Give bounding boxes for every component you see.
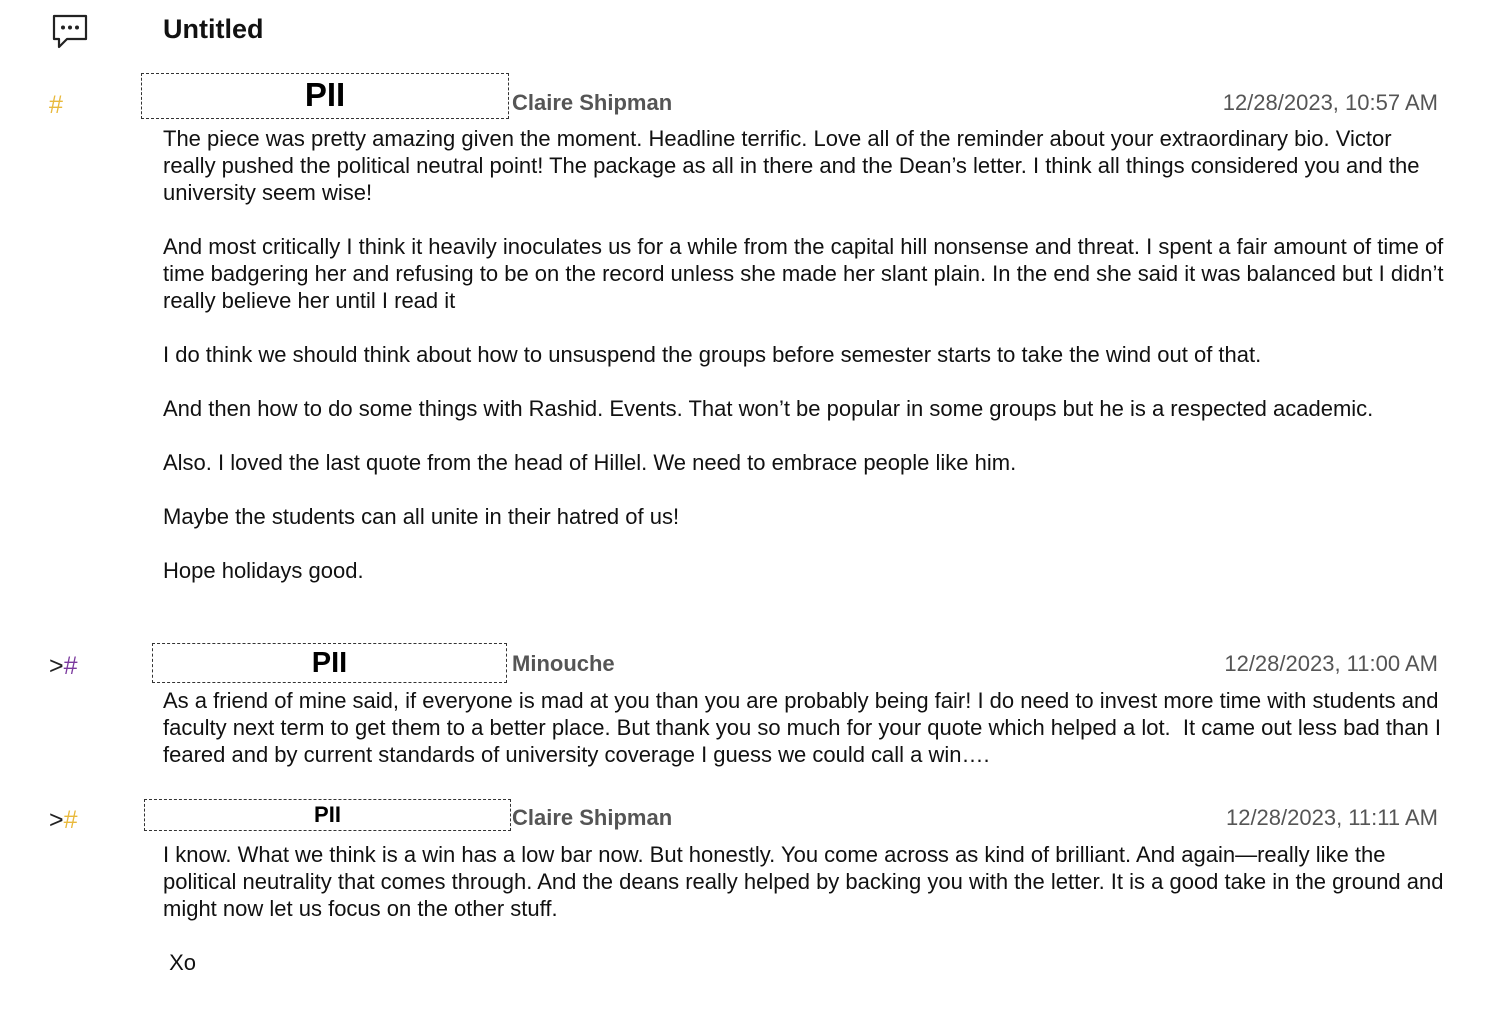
message-body (163, 125, 1448, 611)
message-paragraph: I do think we should think about how to unsuspend the groups before semester starts to take the wind out of that. (163, 342, 1262, 367)
message-paragraph: As a friend of mine said, if everyone is mad at you than you are probably being fair! I do need to invest more time with students and faculty next term to get them to a better place. But thank you so much for your quote which helped a lot. It came out less bad than I feared and by current standards of university coverage I guess we could call a win…. (163, 688, 1448, 767)
sender-name: Minouche (512, 651, 615, 676)
sender-name: Claire Shipman (512, 805, 673, 830)
thread-marker (49, 805, 78, 835)
message-paragraph: Hope holidays good. (163, 558, 364, 583)
page-title: Untitled (163, 14, 264, 44)
hash-icon: # (63, 806, 78, 834)
thread-marker (49, 90, 63, 120)
message-paragraph: The piece was pretty amazing given the moment. Headline terrific. Love all of the reminder about your extraordinary bio. Victor really pushed the political neutral point! The package as all in there and the Dean’s letter. I think all things considered you and the university seem wise! (163, 126, 1426, 205)
message-paragraph: I know. What we think is a win has a low bar now. But honestly. You come across as kind of brilliant. And again—really like the political neutrality that comes through. And the deans really helped by backing you with the letter. It is a good take in the ground and might now let us focus on the other stuff. (163, 842, 1450, 921)
hash-icon: # (49, 91, 63, 119)
pii-redaction-box: PII (141, 73, 509, 119)
hash-icon: # (63, 652, 78, 680)
pii-redaction-box: PII (144, 799, 511, 831)
reply-arrow: > (49, 652, 64, 680)
sender-name: Claire Shipman (512, 90, 673, 115)
message-paragraph: Also. I loved the last quote from the head of Hillel. We need to embrace people like him. (163, 450, 1017, 475)
message-paragraph: Xo (163, 950, 197, 975)
message-timestamp: 12/28/2023, 11:00 AM (1224, 651, 1438, 676)
message-timestamp: 12/28/2023, 10:57 AM (1222, 90, 1438, 115)
chat-bubble-icon (51, 13, 89, 51)
message-paragraph: And then how to do some things with Rashid. Events. That won’t be popular in some groups but he is a respected academic. (163, 396, 1374, 421)
pii-redaction-box: PII (152, 643, 507, 683)
message-timestamp: 12/28/2023, 11:11 AM (1225, 805, 1438, 830)
thread-marker (49, 651, 78, 681)
message-paragraph: Maybe the students can all unite in their hatred of us! (163, 504, 680, 529)
message-body (163, 841, 1448, 1003)
message-body (163, 687, 1448, 795)
message-paragraph: And most critically I think it heavily inoculates us for a while from the capital hill nonsense and threat. I spent a fair amount of time of time badgering her and refusing to be on the record unless she made her slant plain. In the end she said it was balanced but I didn’t really believe her until I read it (163, 234, 1450, 313)
reply-arrow: > (49, 806, 64, 834)
